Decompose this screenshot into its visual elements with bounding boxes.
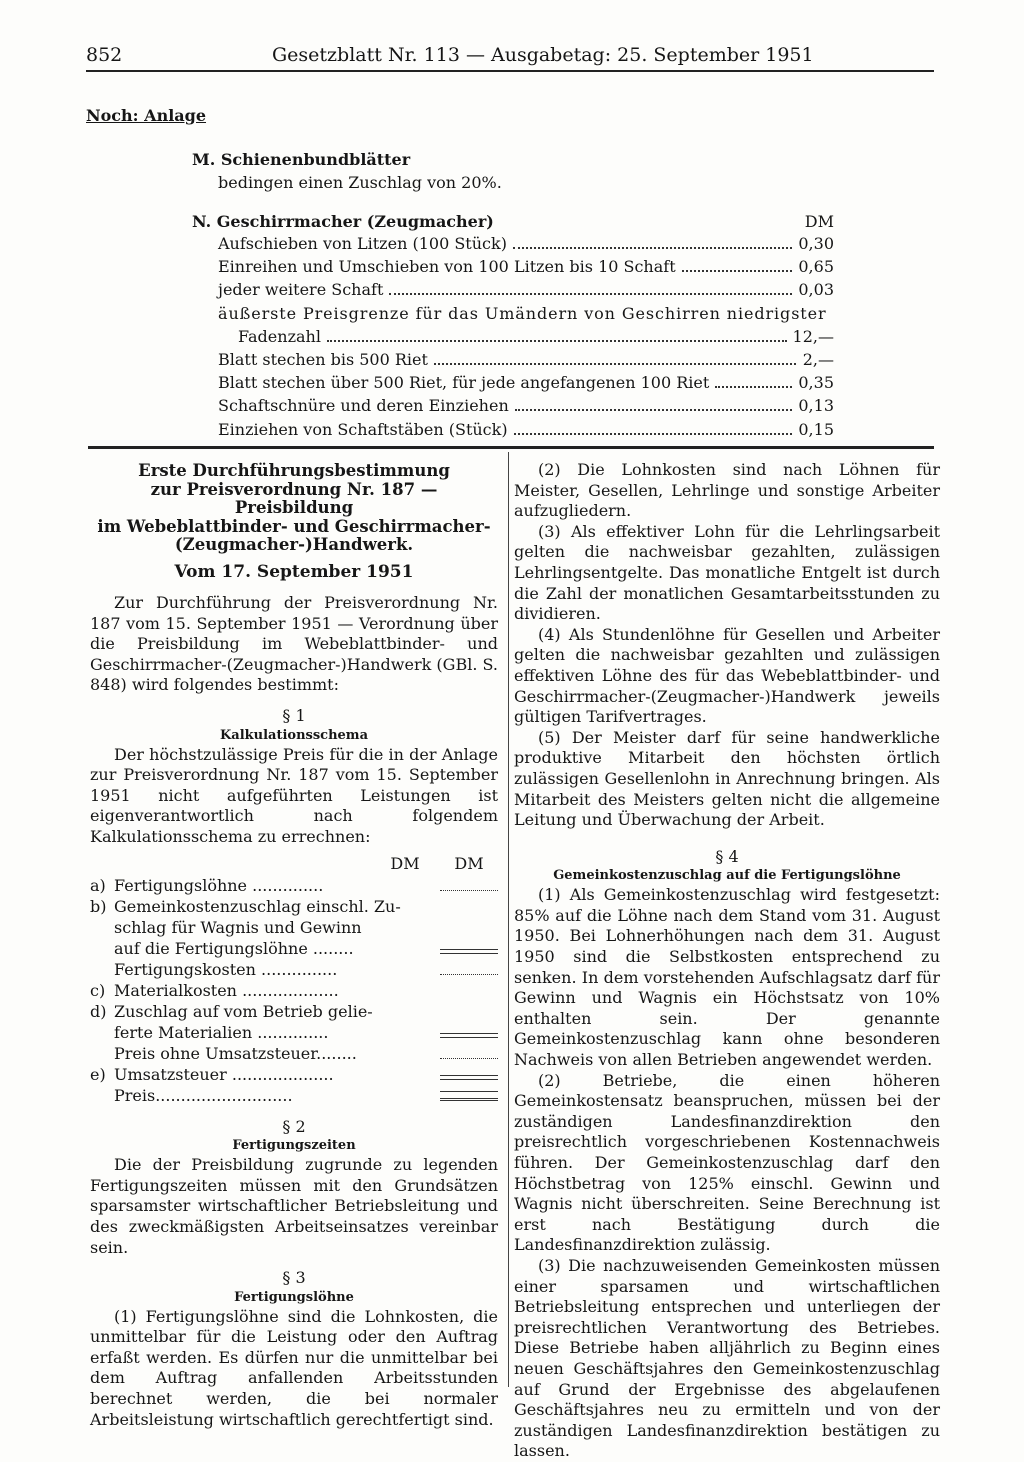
section-n-heading: N. Geschirrmacher (Zeugmacher): [192, 212, 494, 231]
column-divider: [508, 452, 509, 1387]
s3-title: Fertigungslöhne: [234, 1289, 354, 1305]
price-row-value: 12,—: [792, 326, 834, 346]
schema-row: [90, 1065, 498, 1086]
calculation-schema: [90, 876, 498, 1107]
schema-row-text: ferte Materialien ..............: [114, 1022, 329, 1042]
dot-leader: [514, 432, 793, 435]
s3-text: (1) Fertigungslöhne sind die Lohnkosten, die unmittelbar für die Leistung oder den Auftrag erfaßt werden. Es dürfen nur die unmittelbar bei dem Auftrag anfallenden Arbeitsstunden berechnet werden, die bei normaler Arbeitsleistung wirtschaftlich gerechtfertigt sind.: [90, 1306, 498, 1429]
gazette-title: Gesetzblatt Nr. 113 — Ausgabetag: 25. September 1951: [272, 44, 814, 66]
schema-row: [90, 960, 498, 981]
price-row: [218, 396, 834, 419]
price-row-label: jeder weitere Schaft: [218, 280, 384, 300]
price-row-label: Blatt stechen bis 500 Riet: [218, 350, 428, 369]
s2-title: Fertigungszeiten: [232, 1138, 356, 1154]
schema-row-letter: e): [90, 1064, 106, 1084]
schema-header: [90, 854, 498, 876]
schema-row-letter: d): [90, 1001, 107, 1021]
s2-number: § 2: [282, 1116, 306, 1136]
schema-row-text: Preis ohne Umsatzsteuer........: [114, 1043, 357, 1063]
price-row-label: Blatt stechen über 500 Riet, für jede angefangenen 100 Riet: [218, 373, 710, 393]
s1-title: Kalkulationsschema: [219, 727, 368, 743]
dot-leader: [515, 408, 793, 411]
price-row-label: Einziehen von Schaftstäben (Stück): [218, 419, 508, 439]
intro-paragraph: Zur Durchführung der Preisverordnung Nr. 187 vom 15. September 1951 — Verordnung über die Preisbildung im Webeblattbinder- und Geschirrmacher-(Zeugmacher-)Handwerk (GBl. S. 848) wird folgendes bestimmt:: [90, 593, 498, 695]
s3-number: § 3: [282, 1268, 306, 1288]
dot-leader: [434, 362, 796, 365]
price-row: [218, 234, 834, 257]
page-header: [86, 44, 934, 72]
schema-row: [90, 1086, 498, 1107]
price-row: [218, 257, 834, 280]
schema-amount-line: [440, 1075, 498, 1080]
schema-row: [90, 981, 498, 1002]
price-row-label: Schaftschnüre und deren Einziehen: [218, 396, 509, 416]
schema-amount-line: [440, 973, 498, 975]
schema-amount-line: [440, 1057, 498, 1059]
schema-row: [90, 876, 498, 897]
dm-column-header: DM: [804, 212, 834, 231]
schema-row: [90, 1002, 498, 1023]
schema-row-text: Preis...........................: [114, 1085, 293, 1105]
title-line: zur Preisverordnung Nr. 187 — Preisbildung: [150, 479, 438, 517]
schema-row-letter: b): [90, 896, 107, 916]
schema-row: [90, 1044, 498, 1065]
s2-text: Die der Preisbildung zugrunde zu legenden Fertigungszeiten müssen mit den Grundsätzen sparsamster wirtschaftlicher Betriebsleitung und des zweckmäßigsten Arbeitseinsatzes vereinbar sein.: [90, 1155, 498, 1257]
s1-text: Der höchstzulässige Preis für die in der Anlage zur Preisverordnung Nr. 187 vom 15. September 1951 nicht aufgeführten Leistungen ist eigenverantwortlich nach folgendem Kalkulationsschema zu errechnen:: [90, 744, 498, 846]
price-row: [238, 327, 834, 350]
section-m: [192, 148, 502, 194]
schema-row: [90, 918, 498, 939]
s3-p4: (4) Als Stundenlöhne für Gesellen und Arbeiter gelten die nachweisbar gezahlten und zulässigen effektiven Löhne des für das Webeblattbinder- und Geschirrmacher-(Zeugmacher-)Handwerk jeweils gültigen Tarifvertrages.: [514, 624, 940, 727]
schema-row-text: Zuschlag auf vom Betrieb gelie-: [114, 1001, 373, 1021]
title-line: im Webeblattbinder- und Geschirrmacher-: [97, 516, 491, 536]
price-row-value: 0,65: [798, 257, 834, 277]
schema-row-text: Fertigungskosten ...............: [114, 959, 338, 979]
regulation-title: [90, 462, 498, 555]
price-row-label: äußerste Preisgrenze für das Umändern von Geschirren niedrigster: [218, 303, 827, 323]
dm-header: DM: [454, 853, 484, 873]
schema-row-text: schlag für Wagnis und Gewinn: [114, 917, 362, 937]
schema-row: [90, 1023, 498, 1044]
page-number: 852: [86, 44, 123, 66]
schema-row-text: Fertigungslöhne ..............: [114, 875, 324, 895]
schema-row-letter: c): [90, 980, 106, 1000]
schema-row-letter: a): [90, 875, 106, 895]
section-m-heading: M. Schienenbundblätter: [192, 150, 411, 169]
schema-amount-line: [440, 1091, 498, 1101]
schema-row-text: Gemeinkostenzuschlag einschl. Zu-: [114, 896, 401, 916]
dm-header: DM: [390, 853, 420, 873]
regulation-date: Vom 17. September 1951: [174, 561, 414, 582]
dot-leader: [715, 385, 792, 388]
price-row: [218, 304, 834, 327]
price-row-label: Aufschieben von Litzen (100 Stück): [218, 234, 507, 253]
section-divider: [88, 446, 934, 449]
s4-p1: (1) Als Gemeinkostenzuschlag wird festgesetzt: 85% auf die Löhne nach dem Stand vom 31. August 1950. Bei Lohnerhöhungen nach dem 31. August 1950 sind die Selbstkosten entsprechend zu senken. In dem vorstehenden Aufschlagsatz darf für Gewinn und Wagnis ein Höchstsatz von 10% enthalten sein. Der genannte Gemeinkostenzuschlag kann ohne besonderen Nachweis von allen Betrieben angewendet werden.: [514, 885, 940, 1070]
schema-row: [90, 939, 498, 960]
price-row-value: 0,03: [798, 280, 834, 300]
s4-p2: (2) Betriebe, die einen höheren Gemeinkostensatz beanspruchen, müssen bei der zuständigen Landesfinanzdirektion den preisrechtlich vorgeschriebenen Kostennachweis führen. Der Gemeinkostenzuschlag darf den Höchstbetrag von 125% einschl. Gewinn und Wagnis nicht überschreiten. Seine Berechnung ist erst nach Bestätigung durch die Landesfinanzdirektion zulässig.: [514, 1070, 940, 1255]
right-column: [514, 460, 940, 1462]
schema-row-text: Materialkosten ...................: [114, 980, 339, 1000]
dot-leader: [389, 292, 792, 295]
price-row-label: Einreihen und Umschieben von 100 Litzen bis 10 Schaft: [218, 257, 676, 277]
left-column: [90, 462, 498, 1430]
s3-p2: (2) Die Lohnkosten sind nach Löhnen für Meister, Gesellen, Lehrlinge und sonstige Arbeiter aufzugliedern.: [514, 460, 940, 521]
price-row: [218, 350, 834, 373]
schema-amount-line: [440, 949, 498, 954]
price-row-value: 0,35: [798, 373, 834, 393]
dot-leader: [682, 269, 793, 272]
schema-row-text: auf die Fertigungslöhne ........: [114, 938, 354, 958]
s3-p5: (5) Der Meister darf für seine handwerkliche produktive Mitarbeit den höchsten örtlich zulässigen Gesellenlohn in Anrechnung bringen. Als Mitarbeit des Meisters gelten nicht die allgemeine Leitung und Überwachung der Arbeit.: [514, 727, 940, 830]
price-row-value: 2,—: [802, 350, 834, 369]
s3-p3: (3) Als effektiver Lohn für die Lehrlingsarbeit gelten die nachweisbar gezahlten, zulässigen Lehrlingsentgelte. Das monatliche Entgelt ist durch die Zahl der monatlichen Gesamtarbeitsstunden zu dividieren.: [514, 521, 940, 624]
s4-p3: (3) Die nachzuweisenden Gemeinkosten müssen einer sparsamen und wirtschaftlichen Betriebsleitung entsprechen und unterliegen der preisrechtlichen Verantwortung des Betriebes. Diese Betriebe haben alljährlich zu Beginn eines neuen Geschäftsjahres den Gemeinkostenzuschlag auf Grund der Ergebnisse des abgelaufenen Geschäftsjahres neu zu ermitteln und von der zuständigen Landesfinanzdirektion bestätigen zu lassen.: [514, 1255, 940, 1461]
s4-number: § 4: [715, 846, 739, 866]
schema-amount-line: [440, 1033, 498, 1038]
noch-anlage-label: Noch: Anlage: [86, 106, 207, 125]
title-line: Erste Durchführungsbestimmung: [138, 461, 450, 480]
price-row-label: Fadenzahl: [238, 326, 321, 346]
section-m-text: bedingen einen Zuschlag von 20%.: [218, 173, 502, 192]
title-line: (Zeugmacher-)Handwerk.: [174, 535, 414, 554]
s4-title: Gemeinkostenzuschlag auf die Fertigungslöhne: [553, 868, 901, 884]
price-row: [218, 373, 834, 396]
s1-number: § 1: [282, 705, 306, 725]
dot-leader: [513, 246, 792, 249]
price-row: [218, 280, 834, 303]
schema-row-text: Umsatzsteuer ....................: [114, 1064, 334, 1084]
price-row: [218, 420, 834, 443]
price-row-value: 0,13: [798, 396, 834, 416]
price-row-value: 0,30: [798, 234, 834, 253]
schema-row: [90, 897, 498, 918]
schema-amount-line: [440, 889, 498, 891]
dot-leader: [327, 339, 787, 342]
price-row-value: 0,15: [798, 419, 834, 439]
